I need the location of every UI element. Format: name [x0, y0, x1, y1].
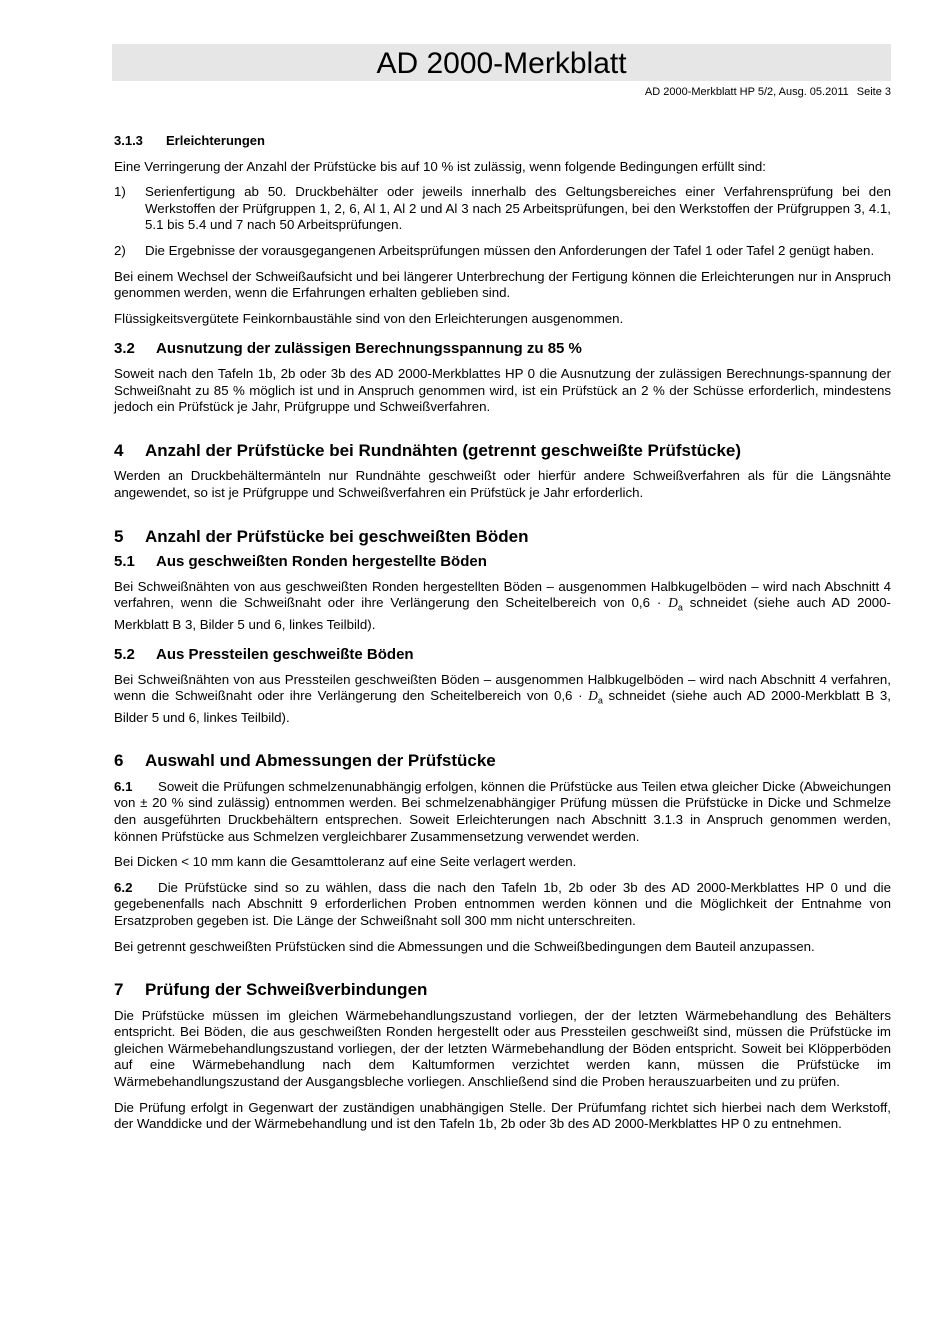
heading-text: Auswahl und Abmessungen der Prüfstücke [145, 751, 496, 771]
list-item-number: 2) [114, 242, 126, 258]
heading-number: 3.1.3 [114, 133, 143, 148]
text-run: Soweit die Prüfungen schmelzenunabhängig erfolgen, können die Prüfstücke aus Teilen etwa gleicher Dicke (Abweichungen von ± 20 % sind zulässig) entnommen werden. Bei schmelzenabhängiger Prüfung müssen die Prüfstücke in Dicke und Schmelze den ausgeführten Druckbehältern entsprechen. Soweit Erleichterungen nach Abschnitt 3.1.3 in Anspruch genommen werden, können Prüfstücke aus Schmelzen vergleichbarer Zusammensetzung verwendet werden. [114, 778, 891, 844]
inline-number: 6.2 [114, 879, 133, 895]
paragraph: Die Prüfstücke müssen im gleichen Wärmebehandlungszustand vorliegen, der der letzten Wärmebehandlung des Behälters entspricht. Bei Böden, die aus geschweißten Ronden hergestellt oder aus Pressteilen geschweißt sind, müssen die Prüfstücke im gleichen Wärmebehandlungszustand vorliegen, der der letzten Wärmebehandlung der Böden entspricht. Soweit bei Klöpperböden auf eine Wärmebehandlung nach dem Kaltumformen verzichtet werden kann, müssen die Prüfstücke im Wärmebehandlungszustand der Ausgangsbleche vorliegen. Anschließend sind die Proben herauszuarbeiten und zu prüfen. [114, 1007, 891, 1090]
heading-5 [114, 526, 891, 546]
paragraph: Bei einem Wechsel der Schweißaufsicht und bei längerer Unterbrechung der Fertigung können die Erleichterungen nur in Anspruch genommen werden, wenn die Erfahrungen erhalten geblieben sind. [114, 268, 891, 301]
heading-4 [114, 440, 891, 460]
paragraph: Werden an Druckbehältermänteln nur Rundnähte geschweißt oder hierfür andere Schweißverfahren als für die Längsnähte angewendet, so ist je Prüfgruppe und Schweißverfahren ein Prüfstück je Jahr erforderlich. [114, 468, 891, 500]
paragraph: Flüssigkeitsvergütete Feinkornbaustähle sind von den Erleichterungen ausgenommen. [114, 310, 624, 326]
list-item-text: Die Ergebnisse der vorausgegangenen Arbeitsprüfungen müssen den Anforderungen der Tafel 1 oder Tafel 2 genügt haben. [145, 242, 875, 258]
page-title: AD 2000-Merkblatt [376, 47, 627, 80]
symbol-d: D [588, 688, 598, 704]
heading-5-1 [114, 554, 891, 571]
text-run: Die Prüfstücke sind so zu wählen, dass die nach den Tafeln 1b, 2b oder 3b des AD 2000-Merkblattes HP 0 und die gegebenenfalls nach Abschnitt 9 erforderlichen Proben entnommen werden können und die Möglichkeit der Entnahme von Ersatzproben gegeben ist. Die Länge der Schweißnaht soll 300 mm nicht unterschreiten. [114, 879, 891, 928]
paragraph: Bei getrennt geschweißten Prüfstücken sind die Abmessungen und die Schweißbedingungen dem Bauteil anzupassen. [114, 938, 815, 954]
paragraph: Eine Verringerung der Anzahl der Prüfstücke bis auf 10 % ist zulässig, wenn folgende Bedingungen erfüllt sind: [114, 158, 766, 174]
paragraph: Bei Dicken < 10 mm kann die Gesamttoleranz auf eine Seite verlagert werden. [114, 854, 577, 870]
paragraph: Die Prüfung erfolgt in Gegenwart der zuständigen unabhängigen Stelle. Der Prüfumfang richtet sich hierbei nach dem Werkstoff, der Wanddicke und der Wärmebehandlung und ist den Tafeln 1b, 2b oder 3b des AD 2000-Merkblattes HP 0 zu entnehmen. [114, 1099, 891, 1132]
heading-7 [114, 982, 891, 999]
list-item [114, 184, 891, 234]
heading-text: Prüfung der Schweißverbindungen [145, 980, 428, 1000]
heading-text: Aus Pressteilen geschweißte Böden [156, 646, 414, 664]
page-title-banner [112, 44, 891, 81]
heading-text: Aus geschweißten Ronden hergestellte Böden [156, 553, 487, 571]
heading-text: Anzahl der Prüfstücke bei geschweißten Böden [145, 526, 529, 546]
heading-number: 6 [114, 751, 124, 771]
heading-3-2 [114, 341, 891, 358]
heading-number: 7 [114, 980, 124, 1000]
heading-text: Erleichterungen [166, 133, 265, 148]
document-reference [645, 86, 891, 98]
heading-text: Ausnutzung der zulässigen Berechnungsspannung zu 85 % [156, 340, 582, 358]
list-item-number: 1) [114, 184, 126, 200]
list-item-text: Serienfertigung ab 50. Druckbehälter oder jeweils innerhalb des Geltungsbereiches einer Verfahrensprüfung bei den Werkstoffen der Prüfgruppen 1, 2, 6, Al 1, Al 2 und Al 3 nach 25 Arbeitsprüfungen, bei den Werkstoffen der Prüfgruppen 3, 4.1, 5.1 bis 5.4 und 7 nach 50 Arbeitsprüfungen. [145, 184, 891, 233]
heading-number: 5.2 [114, 646, 135, 664]
heading-number: 5.1 [114, 553, 135, 571]
text-run: Bei Schweißnähten von aus Pressteilen geschweißten Böden – ausgenommen Halbkugelböden – wird nach Abschnitt 4 verfahren, wenn die Schweißnaht oder ihre Verlängerung den Scheitelbereich von 0,6 · [114, 671, 891, 704]
paragraph [114, 880, 891, 930]
page-number: Seite 3 [856, 86, 891, 98]
paragraph [114, 579, 891, 633]
list-item [114, 243, 891, 260]
paragraph [114, 672, 891, 726]
document-body [114, 133, 891, 1142]
heading-5-2 [114, 647, 891, 664]
heading-6 [114, 753, 891, 770]
heading-number: 3.2 [114, 340, 135, 358]
paragraph: Soweit nach den Tafeln 1b, 2b oder 3b des AD 2000-Merkblattes HP 0 die Ausnutzung der zulässigen Berechnungs-spannung der Schweißnaht zu 85 % möglich ist und in Anspruch genommen wird, ist ein Prüfstück an 2 % der Schüsse erforderlich, mindestens jedoch ein Prüfstück je Jahr, Prüfgruppe und Schweißverfahren. [114, 365, 891, 415]
inline-number: 6.1 [114, 778, 133, 794]
paragraph [114, 779, 891, 845]
symbol-d: D [668, 595, 678, 611]
text-run: schneidet (siehe auch AD 2000-Merkblatt B 3, Bilder 5 und 6, linkes Teilbild). [114, 595, 891, 632]
symbol-subscript: a [677, 602, 683, 613]
heading-text: Anzahl der Prüfstücke bei Rundnähten (getrennt geschweißte Prüfstücke) [145, 440, 742, 460]
heading-number: 4 [114, 440, 124, 460]
text-run: schneidet (siehe auch AD 2000-Merkblatt B 3, Bilder 5 und 6, linkes Teilbild). [114, 688, 891, 725]
heading-number: 5 [114, 526, 124, 546]
text-run: Bei Schweißnähten von aus geschweißten Ronden hergestellten Böden – ausgenommen Halbkugelböden – wird nach Abschnitt 4 verfahren, wenn die Schweißnaht oder ihre Verlängerung den Scheitelbereich von 0,6 · [114, 578, 891, 611]
doc-ref: AD 2000-Merkblatt HP 5/2, Ausg. 05.2011 [644, 86, 849, 98]
heading-3-1-3 [114, 133, 891, 150]
symbol-subscript: a [597, 695, 603, 706]
